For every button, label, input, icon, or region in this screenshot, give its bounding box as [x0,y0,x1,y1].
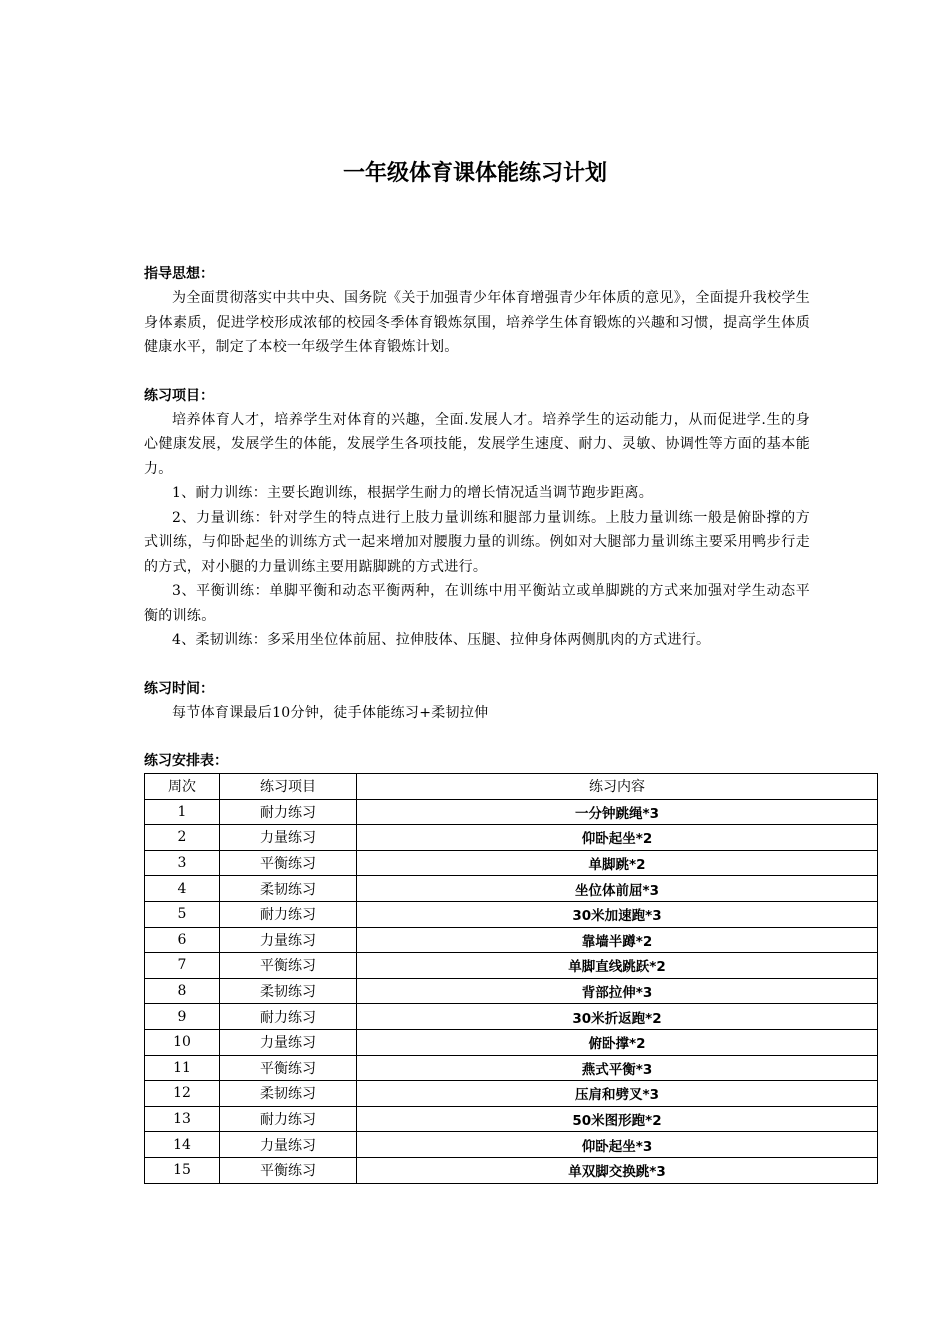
cell-category: 耐力练习 [220,1004,357,1030]
column-header-content: 练习内容 [357,774,878,800]
table-row [145,1029,878,1055]
cell-week: 7 [145,953,220,979]
cell-week: 6 [145,927,220,953]
table-row [145,1132,878,1158]
cell-category: 耐力练习 [220,901,357,927]
schedule-table [144,773,878,1184]
cell-category: 柔韧练习 [220,1081,357,1107]
cell-content: 单脚跳*2 [357,850,878,876]
cell-week: 2 [145,825,220,851]
cell-week: 8 [145,978,220,1004]
cell-week: 13 [145,1106,220,1132]
cell-week: 15 [145,1157,220,1183]
cell-category: 力量练习 [220,1132,357,1158]
items-heading: 练习项目： [144,387,214,404]
table-row [145,1081,878,1107]
column-header-week: 周次 [145,774,220,800]
time-heading: 练习时间： [144,680,214,697]
cell-content: 靠墙半蹲*2 [357,927,878,953]
cell-category: 平衡练习 [220,1055,357,1081]
cell-content: 燕式平衡*3 [357,1055,878,1081]
schedule-section [144,749,810,1184]
cell-content: 压肩和劈叉*3 [357,1081,878,1107]
column-header-category: 练习项目 [220,774,357,800]
table-row [145,927,878,953]
cell-content: 一分钟跳绳*3 [357,799,878,825]
cell-category: 耐力练习 [220,1106,357,1132]
cell-content: 单脚直线跳跃*2 [357,953,878,979]
cell-content: 坐位体前屈*3 [357,876,878,902]
items-section [144,384,810,653]
table-row [145,876,878,902]
cell-content: 俯卧撑*2 [357,1029,878,1055]
cell-week: 5 [145,901,220,927]
cell-week: 9 [145,1004,220,1030]
cell-week: 11 [145,1055,220,1081]
guiding-heading: 指导思想： [144,266,214,282]
cell-category: 平衡练习 [220,953,357,979]
cell-content: 背部拉伸*3 [357,978,878,1004]
table-row [145,978,878,1004]
table-row [145,901,878,927]
cell-content: 单双脚交换跳*3 [357,1157,878,1183]
table-row [145,1004,878,1030]
cell-content: 30米加速跑*3 [357,901,878,927]
schedule-heading: 练习安排表： [144,753,228,769]
items-paragraph-flexibility: 4、柔韧训练：多采用坐位体前屈、拉伸肢体、压腿、拉伸身体两侧肌肉的方式进行。 [172,632,711,648]
cell-content: 仰卧起坐*2 [357,825,878,851]
table-row [145,953,878,979]
items-paragraph-intro: 培养体育人才，培养学生对体育的兴趣，全面.发展人才。培养学生的运动能力，从而促进学.生的身心健康发展，发展学生的体能，发展学生各项技能，发展学生速度、耐力、灵敏、协调性等方面的基本能力。 [144,411,810,477]
guiding-section [144,262,810,360]
cell-category: 平衡练习 [220,1157,357,1183]
time-section [144,677,810,726]
cell-week: 10 [145,1029,220,1055]
guiding-paragraph: 为全面贯彻落实中共中央、国务院《关于加强青少年体育增强青少年体质的意见》，全面提升我校学生身体素质，促进学校形成浓郁的校园冬季体育锻炼氛围，培养学生体育锻炼的兴趣和习惯，提高学生体质健康水平，制定了本校一年级学生体育锻炼计划。 [144,290,810,355]
cell-week: 3 [145,850,220,876]
cell-category: 柔韧练习 [220,978,357,1004]
cell-week: 4 [145,876,220,902]
cell-category: 力量练习 [220,825,357,851]
time-paragraph: 每节体育课最后10分钟，徒手体能练习+柔韧拉伸 [172,704,489,721]
document-body [144,262,810,1184]
cell-week: 14 [145,1132,220,1158]
table-row [145,1106,878,1132]
items-paragraph-strength: 2、力量训练：针对学生的特点进行上肢力量训练和腿部力量训练。上肢力量训练一般是俯卧撑的方式训练，与仰卧起坐的训练方式一起来增加对腰腹力量的训练。例如对大腿部力量训练主要采用鸭步行走的方式，对小腿的力量训练主要用踮脚跳的方式进行。 [144,509,810,575]
table-header-row [145,774,878,800]
table-row [145,1157,878,1183]
table-row [145,825,878,851]
table-row [145,799,878,825]
items-paragraph-endurance: 1、耐力训练：主要长跑训练，根据学生耐力的增长情况适当调节跑步距离。 [172,485,654,501]
table-row [145,850,878,876]
cell-week: 12 [145,1081,220,1107]
cell-category: 平衡练习 [220,850,357,876]
cell-content: 仰卧起坐*3 [357,1132,878,1158]
cell-category: 柔韧练习 [220,876,357,902]
cell-category: 力量练习 [220,927,357,953]
cell-content: 50米图形跑*2 [357,1106,878,1132]
table-row [145,1055,878,1081]
cell-week: 1 [145,799,220,825]
document-title: 一年级体育课体能练习计划 [342,161,607,186]
cell-category: 耐力练习 [220,799,357,825]
cell-content: 30米折返跑*2 [357,1004,878,1030]
items-paragraph-balance: 3、平衡训练：单脚平衡和动态平衡两种，在训练中用平衡站立或单脚跳的方式来加强对学生动态平衡的训练。 [144,583,810,624]
cell-category: 力量练习 [220,1029,357,1055]
